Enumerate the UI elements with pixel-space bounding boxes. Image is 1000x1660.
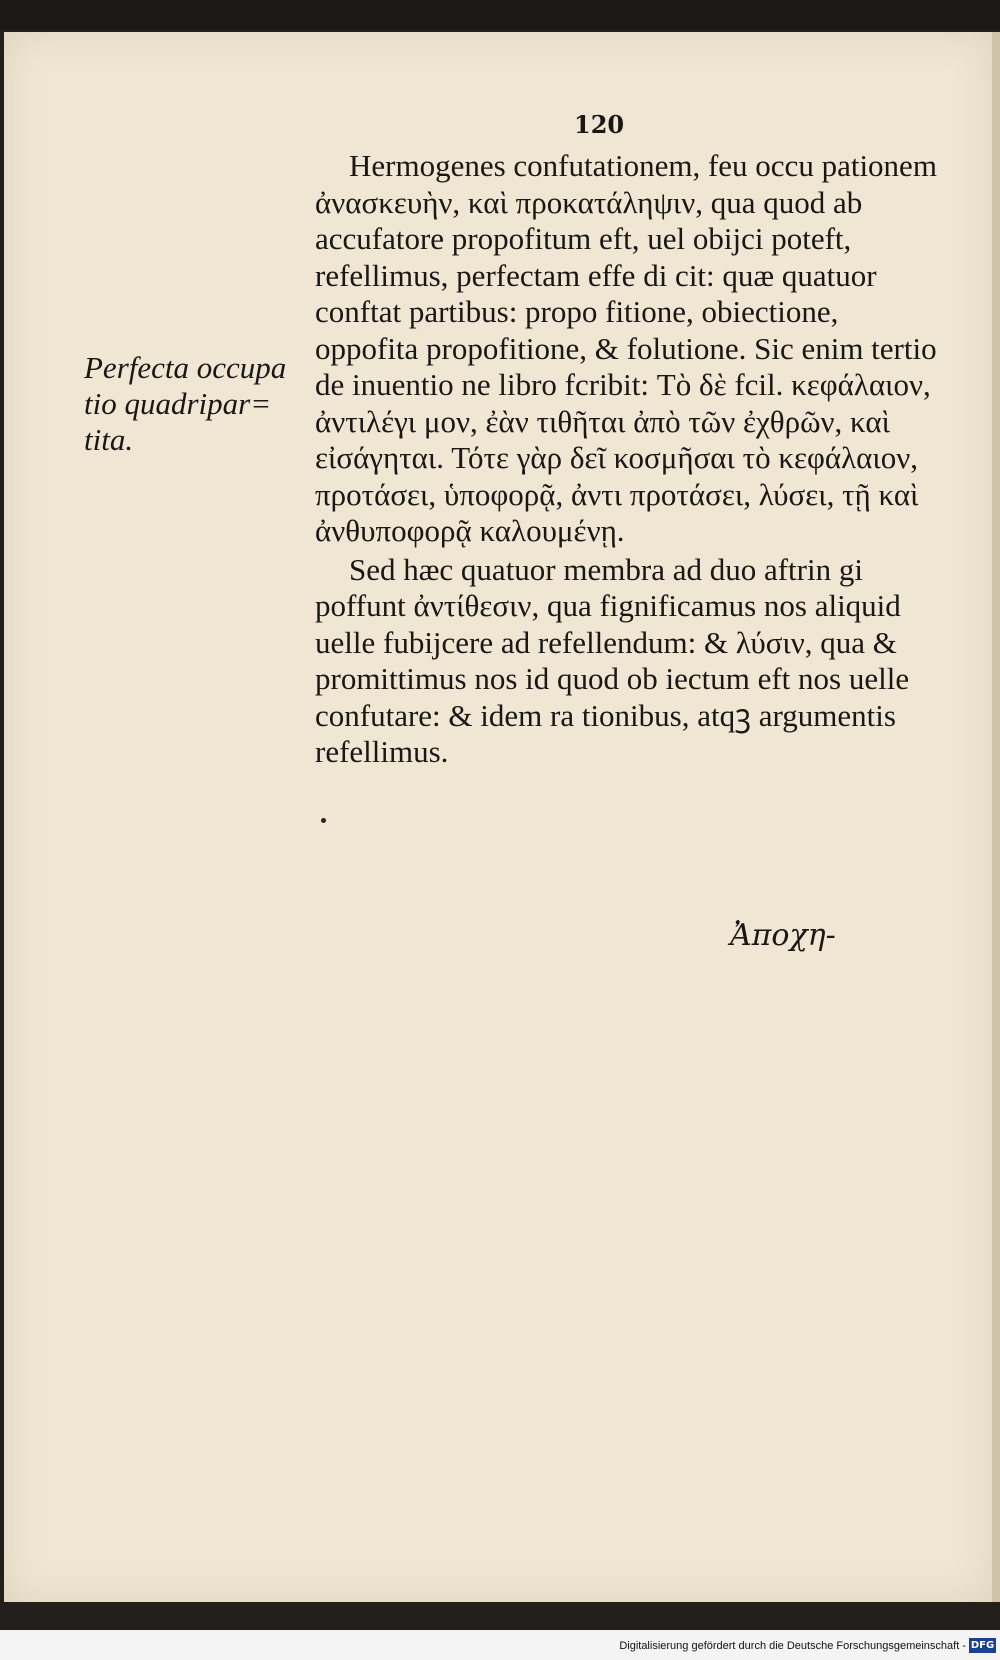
footer-credit: Digitalisierung gefördert durch die Deutsche Forschungsgemeinschaft - [619,1640,966,1652]
scan-background-top [0,0,1000,30]
page-edge [992,32,1000,1602]
margin-note: Perfecta occupa tio quadripar= tita. [84,350,287,457]
page-number: 120 [574,110,625,139]
dfg-logo-icon: DFG [970,1640,995,1651]
catchword: Ἀποχη- [730,918,836,953]
ink-dot [321,818,326,823]
paragraph-1: Hermogenes confutationem, feu occu pationem ἀνασκευὴν, καὶ προκατάληψιν, qua quod ab accufatore propofitum eft, uel obijci poteft, refellimus, perfectam effe di cit: quæ quatuor conftat partibus: propo fitione, obiectione, oppofita propofitione, & folutione. Sic enim tertio de inuentio ne libro fcribit: Τὸ δὲ fcil. κεφάλαιον, ἀντιλέγι μον, ἐὰν τιθῆται ἀπὸ τῶν ἐχθρῶν, καὶ εἰσάγηται. Τότε γὰρ δεῖ κοσμῆσαι τὸ κεφάλαιον, προτάσει, ὑποφορᾷ, ἀντι προτάσει, λύσει, τῇ καὶ ἀνθυποφορᾷ καλουμένῃ. [315,148,937,548]
paragraph-2: Sed hæc quatuor membra ad duo aftrin gi poffunt ἀντίθεσιν, qua fignificamus nos aliquid uelle fubijcere ad refellendum: & λύσιν, qua & promittimus nos id quod ob iectum eft nos uelle confutare: & idem ra tionibus, atqꝫ argumentis refellimus. [315,551,910,769]
main-text [315,148,937,771]
